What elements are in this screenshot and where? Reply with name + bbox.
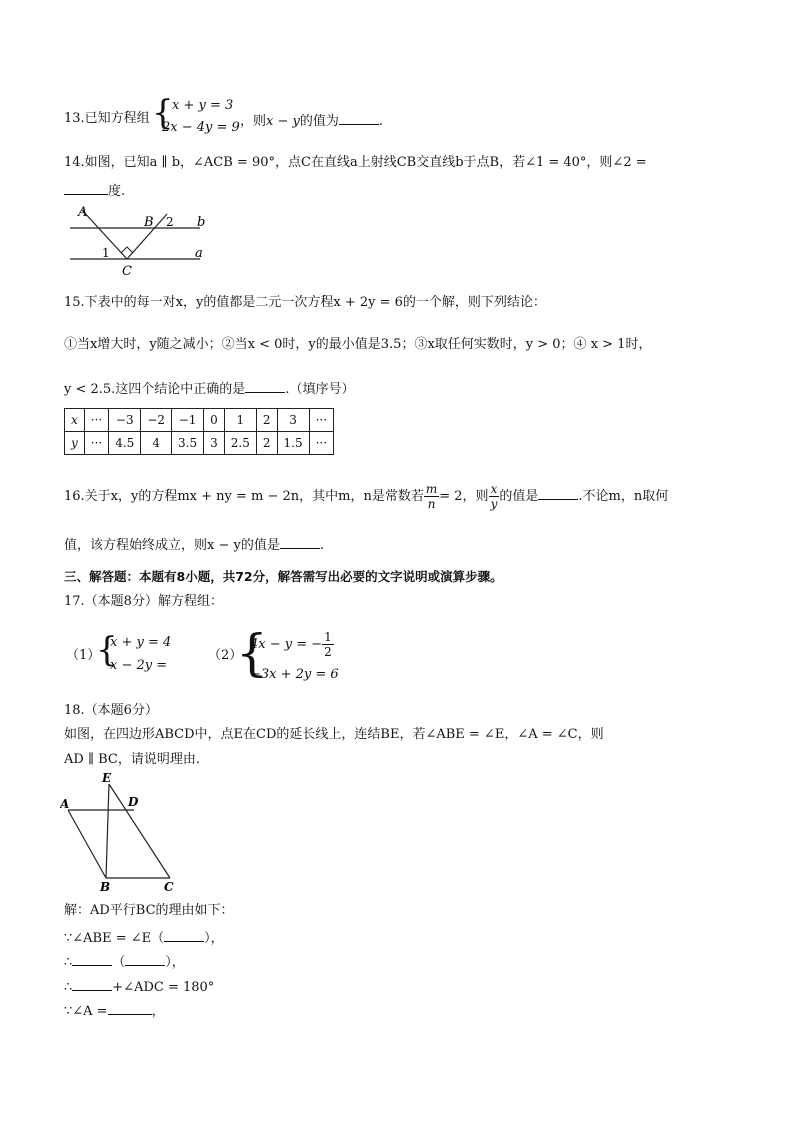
table-cell: y <box>65 432 85 455</box>
table-cell: 4.5 <box>109 432 141 455</box>
q17-part-1-label: （1） <box>66 648 101 663</box>
q18-step-2-b: （ <box>112 955 126 970</box>
q14-right-angle-mark <box>121 247 133 253</box>
q18-label-d: D <box>128 795 139 809</box>
q15-line-2: ①当x增大时，y随之减小；②当x < 0时，y的最小值是3.5；③x取任何实数时，y > 0；④ x > 1时， <box>64 337 652 352</box>
q14-figure <box>60 202 232 280</box>
fraction-numerator: 1 <box>324 630 332 644</box>
q14-line-2 <box>64 180 125 201</box>
q14-label-b-point: B <box>144 215 154 230</box>
q18-step-4-a: ∵∠A = <box>64 1004 108 1019</box>
q18-step-3-b: +∠ADC = 180° <box>112 980 215 995</box>
q18-step-2-blank-2[interactable] <box>125 951 165 966</box>
q16-answer-blank-1[interactable] <box>538 485 578 500</box>
q17-part-2-equation-1-text: 4x − y = − <box>250 637 323 652</box>
q14-answer-blank[interactable] <box>64 180 108 195</box>
table-cell: ··· <box>309 409 333 432</box>
table-cell: 1 <box>224 409 256 432</box>
q17-part-1-equation-2: x − 2y = <box>110 658 168 673</box>
q18-step-4 <box>64 1000 165 1021</box>
q13-expression: x − y <box>266 114 300 129</box>
q17-part-2-equation-1 <box>250 630 334 659</box>
table-cell: −2 <box>141 409 172 432</box>
q15-line-3 <box>64 378 354 399</box>
q13-tail <box>240 110 383 131</box>
q18-step-1-a: ∵∠ABE = ∠E（ <box>64 931 165 946</box>
table-cell: 3 <box>277 409 309 432</box>
q18-step-4-blank[interactable] <box>108 1000 152 1015</box>
q14-label-line-a: a <box>195 246 203 261</box>
table-cell: ··· <box>84 409 108 432</box>
q18-solution-title: 解：AD平行BC的理由如下： <box>64 903 234 918</box>
q13-equation-1: x + y = 3 <box>172 98 234 113</box>
q14-label-angle-2: 2 <box>166 215 174 229</box>
q18-step-1-blank[interactable] <box>164 927 204 942</box>
q15-line-3-b: .（填序号） <box>285 382 355 397</box>
q18-label-b: B <box>100 880 111 892</box>
table-cell: 2.5 <box>224 432 256 455</box>
q15-line-1: 15.下表中的每一对x，y的值都是二元一次方程x + 2y = 6的一个解，则下列结论： <box>64 295 546 310</box>
table-cell: 0 <box>204 409 225 432</box>
q18-step-3 <box>64 976 214 997</box>
q16-line-1 <box>64 482 668 511</box>
fraction-numerator: x <box>490 482 498 496</box>
q18-step-1-b: ）， <box>204 931 224 946</box>
q18-step-2-c: ）， <box>165 955 185 970</box>
table-cell: −1 <box>172 409 204 432</box>
q17-part-2-label: （2） <box>208 648 243 663</box>
fraction-denominator: y <box>490 497 498 511</box>
q18-segment-be <box>106 784 109 878</box>
q14-line-1: 14.如图，已知a ∥ b，∠ACB = 90°，点C在直线a上射线CB交直线b于点B，若∠1 = 40°，则∠2 = <box>64 155 647 170</box>
table-cell: ··· <box>84 432 108 455</box>
q13-prefix: 13.已知方程组 <box>64 111 150 126</box>
q13-answer-blank[interactable] <box>339 110 379 125</box>
table-cell: 1.5 <box>277 432 309 455</box>
q18-line-2: AD ∥ BC，请说明理由. <box>64 752 200 767</box>
q15-answer-blank[interactable] <box>245 378 285 393</box>
table-cell: x <box>65 409 85 432</box>
q14-label-a-point: A <box>78 205 88 220</box>
table-cell: 4 <box>141 432 172 455</box>
q15-value-table <box>64 408 334 455</box>
table-cell: 3.5 <box>172 432 204 455</box>
q13-end: . <box>378 114 384 129</box>
fraction-denominator: n <box>427 497 436 511</box>
q18-step-2-a: ∴ <box>64 955 73 970</box>
q18-segment-ec <box>109 784 170 878</box>
q15-line-3-a: y < 2.5.这四个结论中正确的是 <box>64 382 246 397</box>
q16-fraction-x-over-y <box>489 482 500 511</box>
q14-label-line-b: b <box>197 215 206 230</box>
q17-part-2-brace: { <box>236 624 268 682</box>
q13-suffix-a: ，则 <box>240 114 267 129</box>
q16-line-1-b: 的值是 <box>499 489 539 504</box>
q13-brace: { <box>152 93 174 133</box>
q16-fraction-m-over-n <box>424 482 439 511</box>
q16-line-2-b: . <box>319 538 324 553</box>
q13-equation-2: 2x − 4y = 9 <box>162 120 240 135</box>
table-row <box>65 432 334 455</box>
q14-label-c-point: C <box>122 264 132 279</box>
q16-line-1-c: .不论m，n取何 <box>578 489 669 504</box>
q14-line-2-end: 度. <box>108 184 126 199</box>
q18-line-1: 如图，在四边形ABCD中，点E在CD的延长线上，连结BE，若∠ABE = ∠E，∠A = ∠C，则 <box>64 727 604 742</box>
q18-title: 18.（本题6分） <box>64 703 158 718</box>
section-3-heading: 三、解答题：本题有8小题，共72分，解答需写出必要的文字说明或演算步骤。 <box>64 569 503 584</box>
fraction-numerator: m <box>425 482 438 496</box>
table-cell: 2 <box>256 432 277 455</box>
table-row <box>65 409 334 432</box>
q17-part-2-fraction <box>322 630 334 659</box>
q16-answer-blank-2[interactable] <box>280 534 320 549</box>
q18-step-1 <box>64 927 224 948</box>
q17-part-2-equation-2: −3x + 2y = 6 <box>250 667 339 682</box>
q18-step-3-blank[interactable] <box>72 976 112 991</box>
q18-label-e: E <box>102 771 112 785</box>
q13-suffix-b: 的值为 <box>299 114 339 129</box>
q16-line-1-a: 16.关于x，y的方程mx + ny = m − 2n，其中m，n是常数若 <box>64 489 424 504</box>
q16-line-2 <box>64 534 324 555</box>
q16-line-2-a: 值，该方程始终成立，则x − y的值是 <box>64 538 280 553</box>
q17-title: 17.（本题8分）解方程组： <box>64 594 223 609</box>
q16-eq2: = 2，则 <box>439 489 489 504</box>
q14-label-angle-1: 1 <box>102 246 110 260</box>
q18-label-c: C <box>164 880 174 892</box>
fraction-denominator: 2 <box>324 645 332 659</box>
q18-step-2-blank-1[interactable] <box>72 951 112 966</box>
q18-label-a: A <box>60 797 70 811</box>
table-cell: 2 <box>256 409 277 432</box>
q18-figure <box>60 770 190 892</box>
table-cell: 3 <box>204 432 225 455</box>
q18-step-4-b: ， <box>151 1004 165 1019</box>
table-cell: ··· <box>309 432 333 455</box>
q18-segment-ab <box>68 810 106 878</box>
q17-part-1-equation-1: x + y = 4 <box>110 635 172 650</box>
q18-step-3-a: ∴ <box>64 980 73 995</box>
q17-part-1-brace: { <box>96 630 118 670</box>
table-cell: −3 <box>109 409 141 432</box>
q18-step-2 <box>64 951 185 972</box>
